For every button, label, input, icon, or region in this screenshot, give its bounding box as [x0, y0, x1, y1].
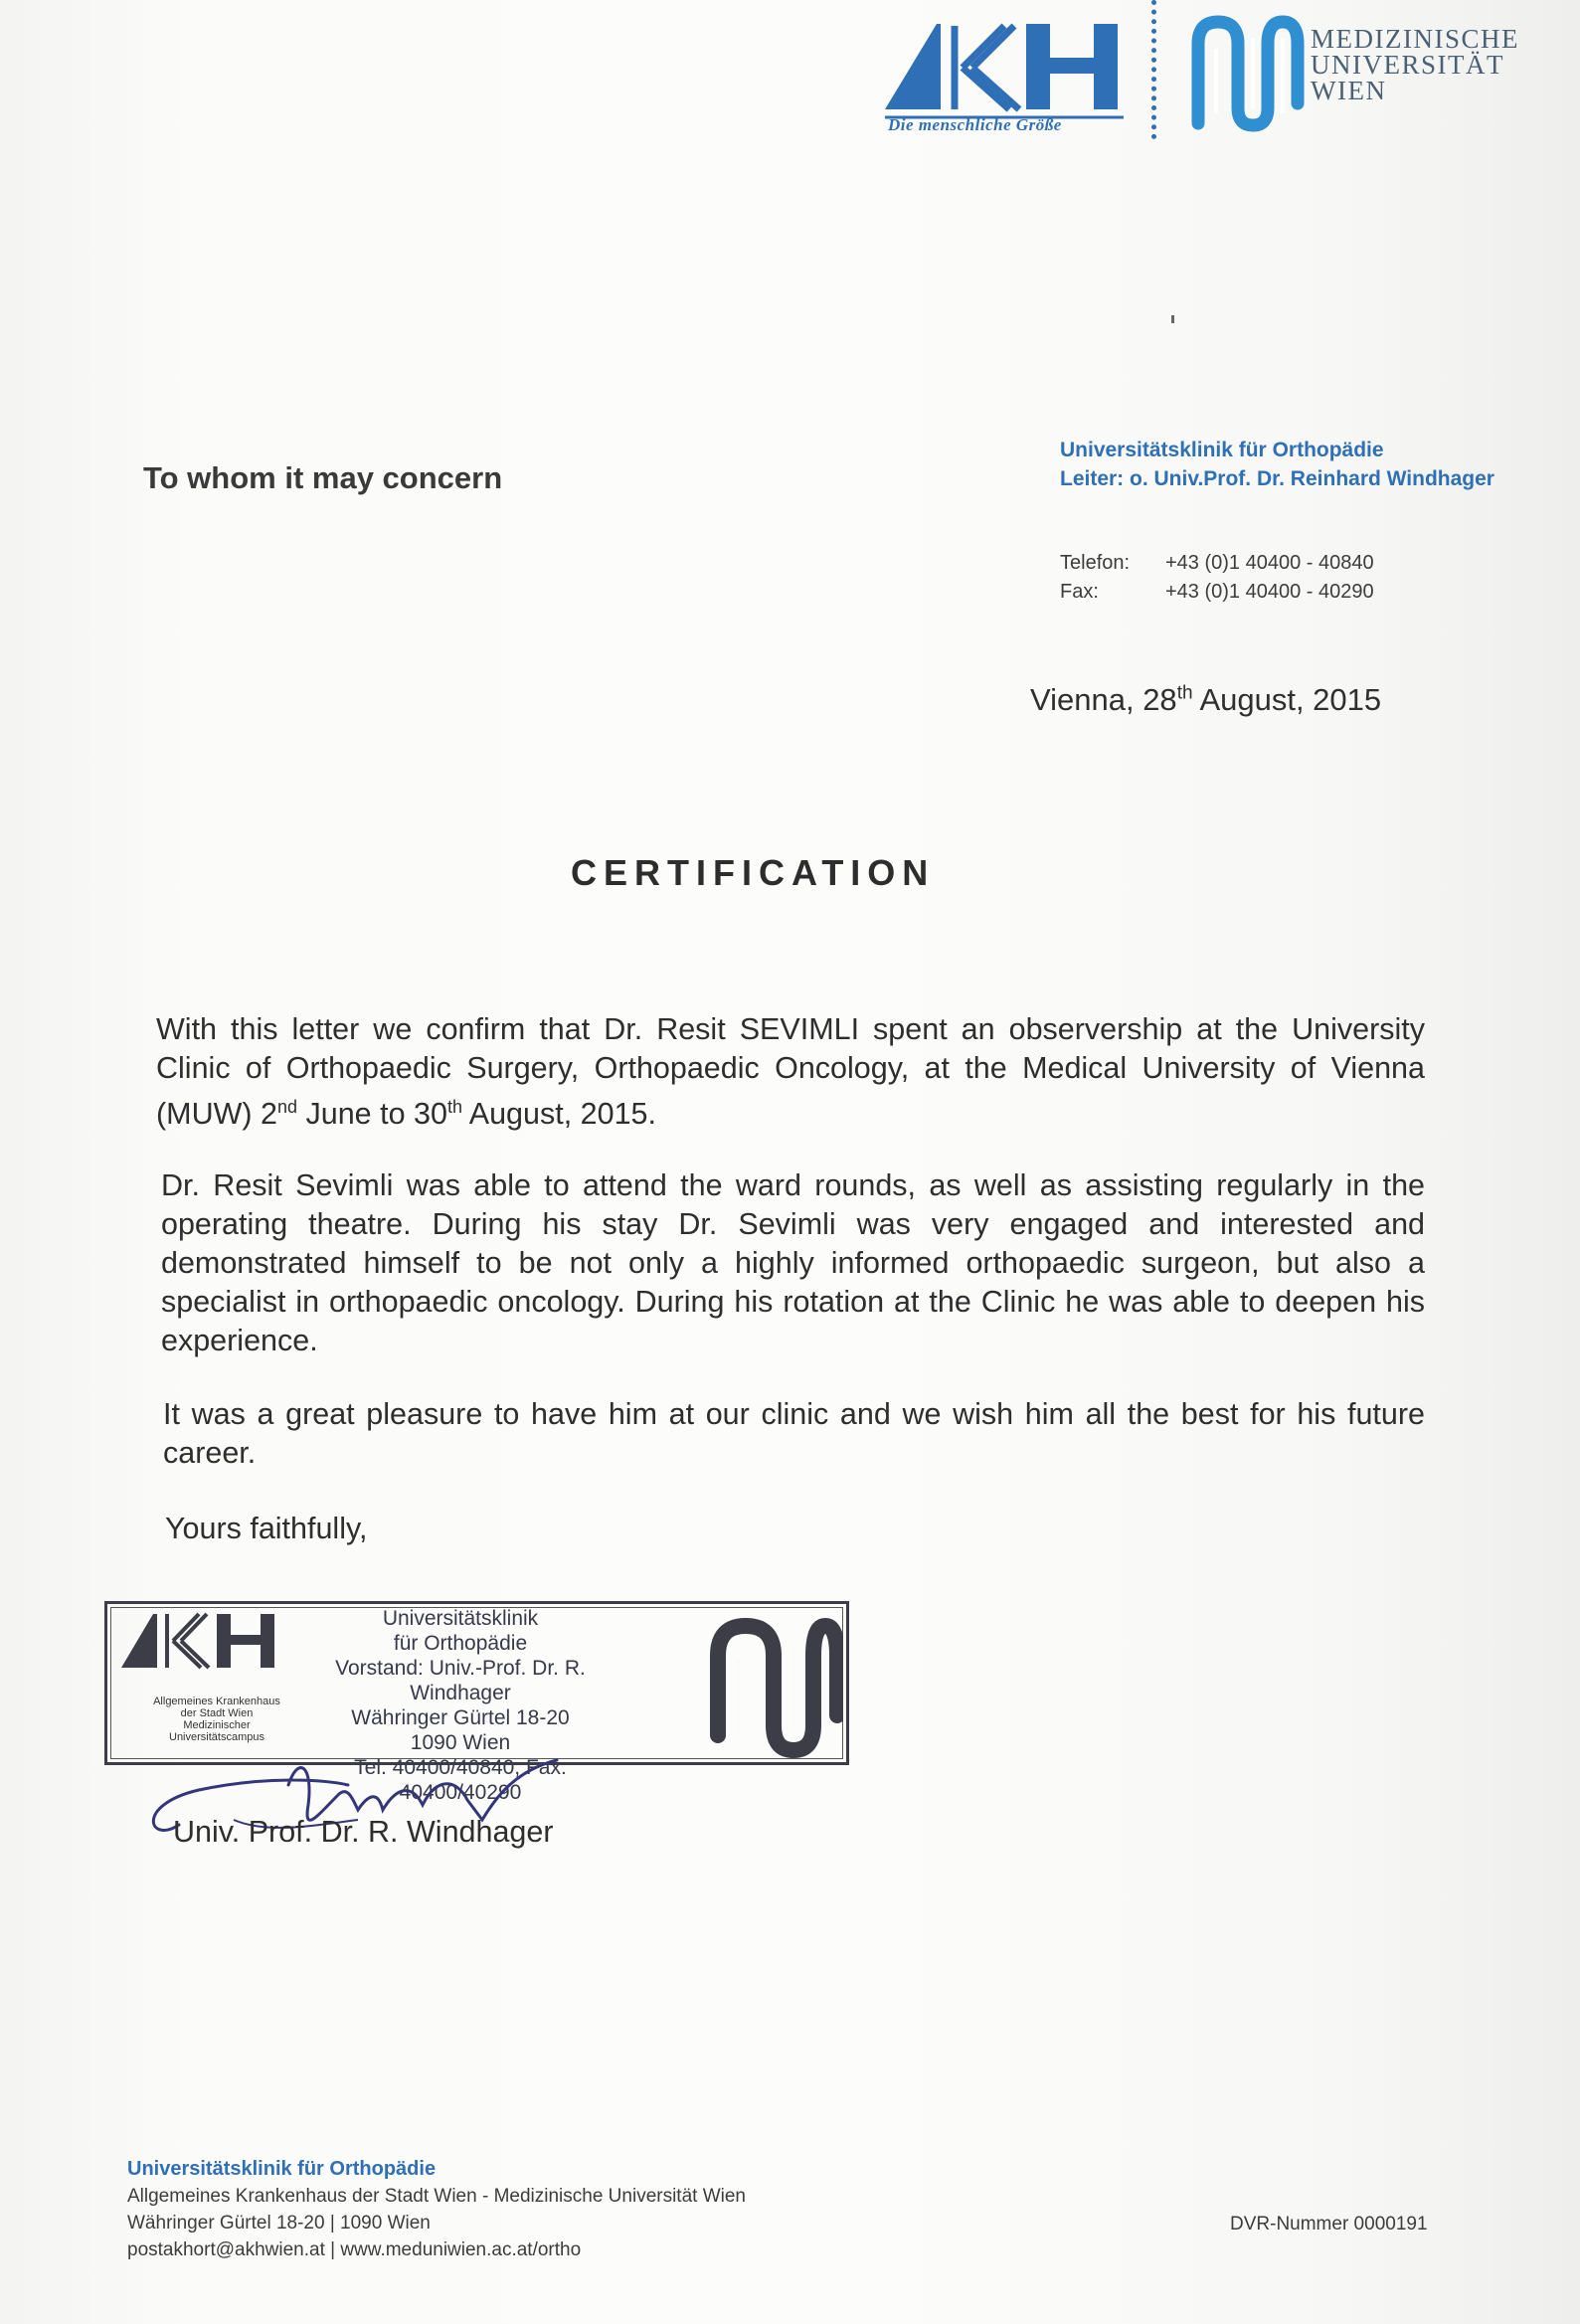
dvr-number: DVR-Nummer 0000191	[1230, 2214, 1428, 2235]
stamp-line: Vorstand: Univ.-Prof. Dr. R. Windhager	[335, 1657, 586, 1704]
salutation: To whom it may concern	[143, 460, 503, 495]
body-paragraph-3: It was a great pleasure to have him at our clinic and we wish him all the best for his future career.	[163, 1397, 1425, 1470]
contact-block	[1060, 549, 1374, 607]
footer-address	[127, 2156, 746, 2263]
akh-tagline: Die menschliche Größe	[888, 115, 1062, 134]
signer-name: Univ. Prof. Dr. R. Windhager	[173, 1815, 554, 1849]
date-sup: th	[1176, 682, 1193, 704]
footer-title: Universitätsklinik für Orthopädie	[127, 2158, 437, 2180]
footer-line: Währinger Gürtel 18-20 | 1090 Wien	[127, 2213, 431, 2234]
stamp-small-line: Medizinischer	[183, 1719, 251, 1731]
p1-sup-1: nd	[276, 1097, 298, 1117]
phone-number: +43 (0)1 40400 - 40840	[1165, 552, 1374, 574]
speck-mark	[1171, 315, 1174, 323]
stamp-small-line: Allgemeines Krankenhaus	[153, 1696, 280, 1707]
p1-text-c: August, 2015.	[461, 1097, 656, 1132]
phone-label: Telefon:	[1060, 552, 1131, 574]
footer-line: Allgemeines Krankenhaus der Stadt Wien - Medizinische Universität Wien	[127, 2186, 746, 2207]
closing: Yours faithfully,	[165, 1512, 368, 1545]
stamp-small-line: Universitätscampus	[169, 1731, 264, 1743]
date-prefix: Vienna, 28	[1030, 682, 1177, 717]
fax-label: Fax:	[1060, 581, 1099, 603]
stamp-muw-logo	[704, 1616, 843, 1760]
department-name: Universitätsklinik für Orthopädie	[1060, 439, 1384, 461]
p1-text-b: June to 30	[297, 1097, 447, 1132]
fax-number: +43 (0)1 40400 - 40290	[1165, 581, 1374, 603]
muw-name-line: WIEN	[1311, 76, 1387, 105]
muw-name	[1311, 26, 1519, 103]
department-head: Leiter: o. Univ.Prof. Dr. Reinhard Windhager	[1060, 467, 1494, 490]
body-paragraph-2: Dr. Resit Sevimli was able to attend the ward rounds, as well as assisting regularly in the operating theatre. During his stay Dr. Sevimli was very engaged and interested and demonstrated himself to be not only a highly informed orthopaedic surgeon, but also a specialist in orthopaedic oncology. During his rotation at the Clinic he was able to deepen his experience.	[161, 1168, 1425, 1357]
muw-name-line: UNIVERSITÄT	[1311, 50, 1504, 80]
logo-divider	[1151, 0, 1156, 139]
stamp-small-line: der Stadt Wien	[180, 1707, 254, 1719]
certificate-title: CERTIFICATION	[571, 852, 936, 893]
body-paragraph-1	[156, 1010, 1425, 1134]
letter-date	[1030, 682, 1381, 718]
muw-logo	[1178, 14, 1308, 135]
muw-name-line: MEDIZINISCHE	[1311, 24, 1519, 54]
date-suffix: August, 2015	[1192, 682, 1382, 717]
stamp-line: für Orthopädie	[393, 1632, 528, 1655]
stamp-line: 1090 Wien	[410, 1731, 511, 1754]
stamp-line: Tel. 40400/40840, Fax: 40400/40290	[354, 1756, 567, 1804]
stamp-line: Universitätsklinik	[382, 1607, 539, 1630]
p1-sup-2: th	[446, 1097, 462, 1117]
stamp-akh-logo	[121, 1610, 310, 1672]
footer-line: postakhort@akhwien.at | www.meduniwien.ac.at/ortho	[127, 2239, 582, 2260]
department-block	[1060, 436, 1494, 493]
p1-text-a: With this letter we confirm that Dr. Resit SEVIMLI spent an observership at the University Clinic of Orthopaedic Surgery, Orthopaedic Oncology, at the Medical University of Vienna (MUW) 2	[156, 1012, 1425, 1132]
stamp-line: Währinger Gürtel 18-20	[351, 1706, 570, 1729]
